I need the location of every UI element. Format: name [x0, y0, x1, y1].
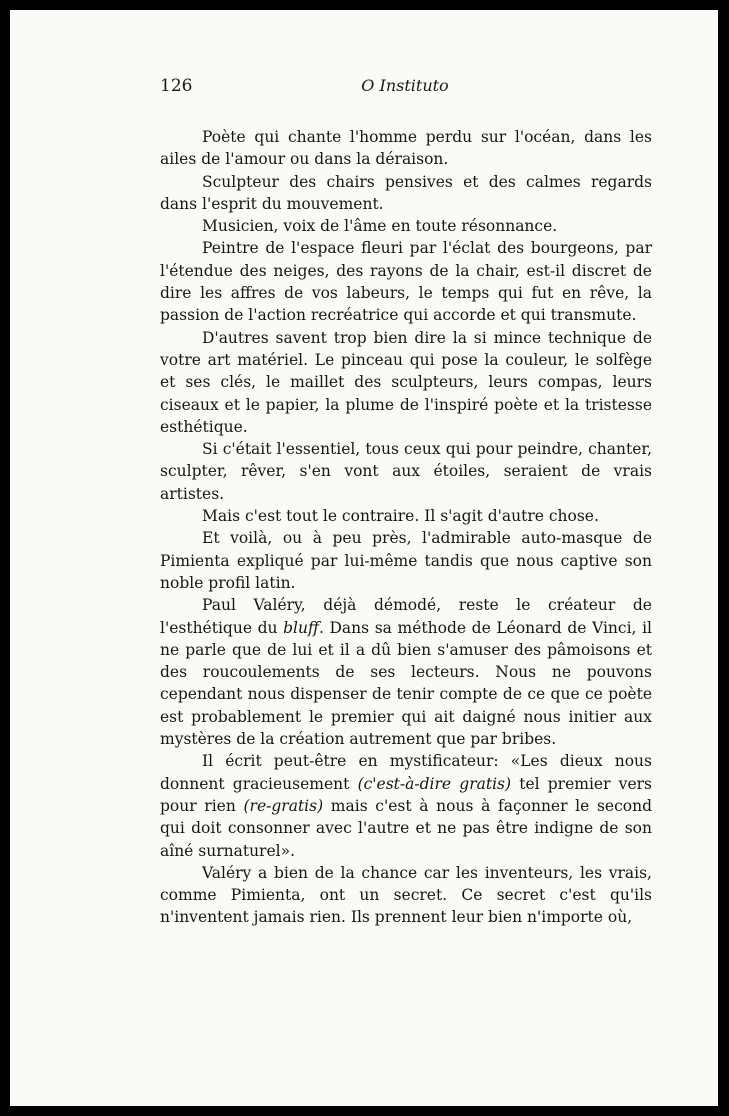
paragraph-text: . Dans sa méthode de Léonard de Vinci, il ne parle que de lui et il a dû bien s'amuser des pâmoisons et des roucoulements de ses lecteurs. Nous ne pouvons cependant nous dispenser de tenir compte de ce que ce poète est probablement le premier qui ait daigné nous initier aux mystères de la création autrement que par bribes. — [160, 618, 652, 749]
paragraph-text: D'autres savent trop bien dire la si mince technique de votre art matériel. Le pinceau qui pose la couleur, le solfège et ses clés, le maillet des sculpteurs, leurs compas, leurs ciseaux et le papier, la plume de l'inspiré poète et la tristesse esthétique. — [160, 328, 652, 436]
paragraph — [160, 527, 652, 594]
italic-text: bluff — [283, 618, 319, 637]
paragraph-text: Musicien, voix de l'âme en toute résonnance. — [202, 217, 558, 236]
paragraph — [160, 438, 652, 505]
paragraph-text: Paul Valéry, déjà démodé, reste le créateur de l'esthétique du — [160, 596, 652, 637]
paragraph-text: Et voilà, ou à peu près, l'admirable auto-masque de Pimienta expliqué par lui-même tandis que nous captive son noble profil latin. — [160, 529, 652, 592]
paragraph — [160, 505, 652, 527]
paragraph — [160, 215, 652, 237]
paragraph-text: Poète qui chante l'homme perdu sur l'océan, dans les ailes de l'amour ou dans la déraison. — [160, 128, 652, 169]
paragraph — [160, 862, 652, 929]
paragraph-text: mais c'est à nous à façonner le second qui doit consonner avec l'autre et ne pas être indigne de son aîné surnaturel». — [160, 796, 653, 860]
paragraph-text: Il écrit peut-être en mystificateur: «Les dieux nous donnent gracieusement — [160, 752, 652, 793]
paragraph — [160, 750, 652, 861]
book-page — [10, 10, 718, 1106]
paragraph — [160, 171, 652, 216]
page-header — [160, 76, 650, 106]
paragraph — [160, 327, 652, 438]
paragraph-text: Mais c'est tout le contraire. Il s'agit d'autre chose. — [202, 507, 599, 526]
paragraph-text: Sculpteur des chairs pensives et des calmes regards dans l'esprit du mouvement. — [160, 172, 652, 213]
paragraph-text: Peintre de l'espace fleuri par l'éclat des bourgeons, par l'étendue des neiges, des rayons de la chair, est-il discret de dire les affres de vos labeurs, le temps qui fut en rêve, la passion de l'action recréatrice qui accorde et qui transmute. — [160, 239, 652, 325]
page-number: 126 — [160, 76, 193, 96]
body-text — [160, 126, 652, 929]
paragraph — [160, 594, 652, 750]
paragraph-text: Valéry a bien de la chance car les inventeurs, les vrais, comme Pimienta, ont un secret. Ce secret c'est qu'ils n'inventent jamais rien. Ils prennent leur bien n'importe où, — [160, 863, 652, 927]
italic-text: (c'est-à-dire gratis) — [357, 774, 512, 793]
paragraph — [160, 126, 652, 171]
paragraph-text: tel premier vers pour rien — [160, 774, 652, 815]
italic-text: (re-gratis) — [243, 796, 324, 815]
paragraph — [160, 237, 652, 326]
paragraph-text: Si c'était l'essentiel, tous ceux qui pour peindre, chanter, sculpter, rêver, s'en vont aux étoiles, seraient de vrais artistes. — [160, 440, 652, 503]
running-head: O Instituto — [361, 76, 449, 95]
